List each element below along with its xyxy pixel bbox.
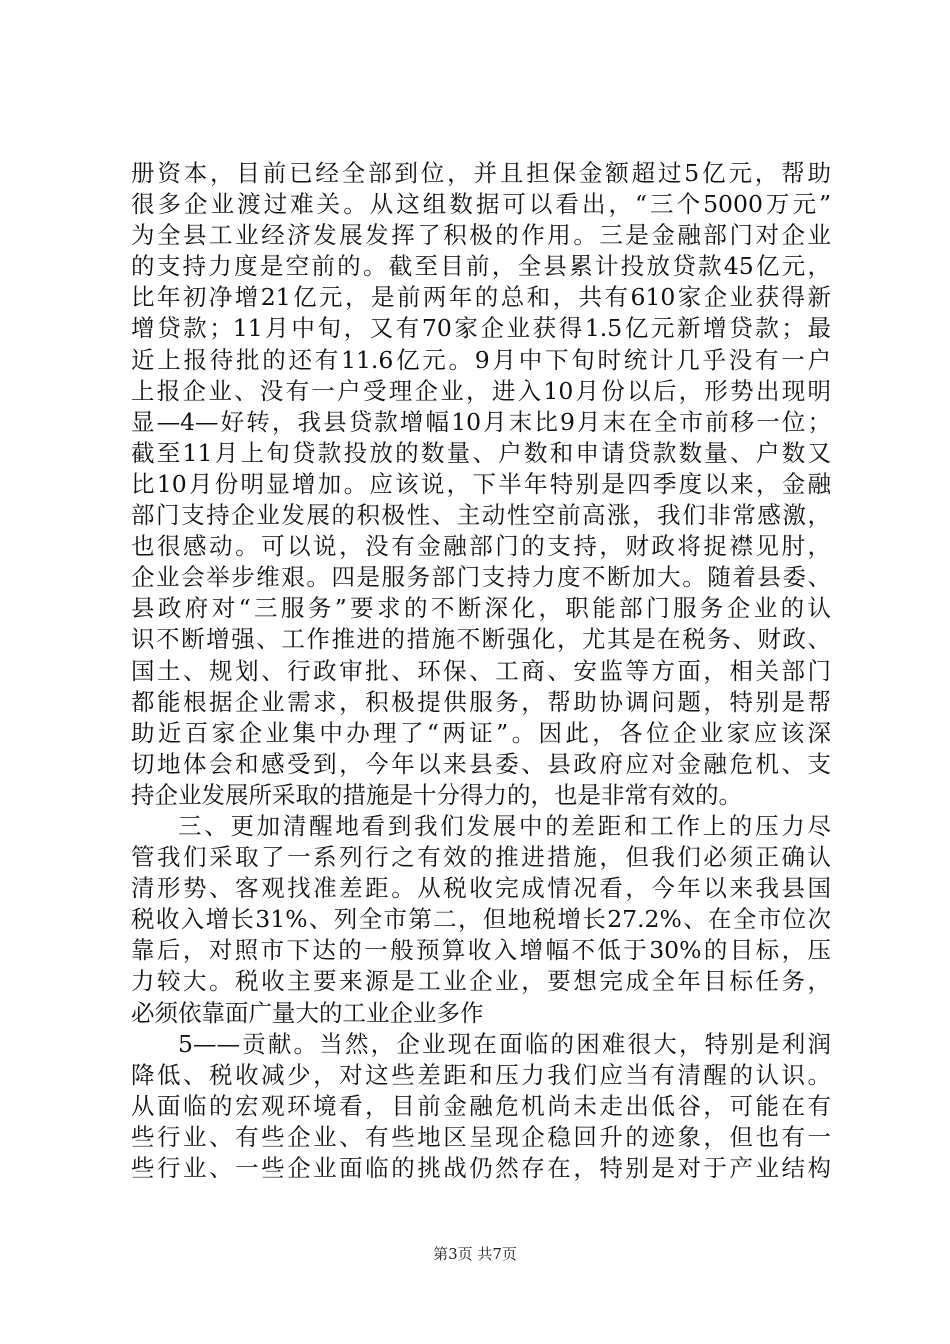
text-line: 从面临的宏观环境看，目前金融危机尚未走出低谷，可能在有 [131,1091,831,1120]
paragraph-start-line: 5——贡献。当然，企业现在面临的困难很大，特别是利润 [178,1029,831,1058]
text-line: 显—4—好转，我县贷款增幅10月末比9月末在全市前移一位； [131,407,831,436]
text-line: 助近百家企业集中办理了“两证”。因此，各位企业家应该深 [131,718,831,747]
document-body [131,158,831,1184]
text-line: 税收入增长31%、列全市第二，但地税增长27.2%、在全市位次 [131,905,831,934]
text-line: 持企业发展所采取的措施是十分得力的，也是非常有效的。 [131,780,742,809]
text-line: 必须依靠面广量大的工业企业多作 [131,998,484,1027]
text-line: 近上报待批的还有11.6亿元。9月中下旬时统计几乎没有一户 [131,345,831,374]
text-line: 上报企业、没有一户受理企业，进入10月份以后，形势出现明 [131,376,831,405]
text-line: 比10月份明显增加。应该说，下半年特别是四季度以来，金融 [131,469,831,498]
page-number-footer: 第3页 共7页 [433,1245,517,1263]
text-line: 靠后，对照市下达的一般预算收入增幅不低于30%的目标，压 [131,936,831,965]
text-line: 力较大。税收主要来源是工业企业，要想完成全年目标任务， [131,967,831,996]
text-line: 的支持力度是空前的。截至目前，全县累计投放贷款45亿元， [131,252,831,281]
text-line: 些行业、有些企业、有些地区呈现企稳回升的迹象，但也有一 [131,1122,831,1151]
text-line: 识不断增强、工作推进的措施不断强化，尤其是在税务、财政、 [131,625,831,654]
text-line: 册资本，目前已经全部到位，并且担保金额超过5亿元，帮助 [131,159,831,187]
text-line: 比年初净增21亿元，是前两年的总和，共有610家企业获得新 [131,283,831,312]
text-line: 切地体会和感受到，今年以来县委、县政府应对金融危机、支 [131,749,831,778]
text-line: 增贷款；11月中旬，又有70家企业获得1.5亿元新增贷款；最 [131,314,831,343]
text-line: 也很感动。可以说，没有金融部门的支持，财政将捉襟见肘， [131,532,831,561]
text-line: 都能根据企业需求，积极提供服务，帮助协调问题，特别是帮 [131,687,831,716]
text-line: 些行业、一些企业面临的挑战仍然存在，特别是对于产业结构 [131,1154,831,1182]
text-line: 部门支持企业发展的积极性、主动性空前高涨，我们非常感激， [131,501,831,530]
paragraph-start-line: 三、更加清醒地看到我们发展中的差距和工作上的压力尽 [178,811,831,840]
text-line: 清形势、客观找准差距。从税收完成情况看，今年以来我县国 [131,874,831,903]
text-line: 管我们采取了一系列行之有效的推进措施，但我们必须正确认 [131,843,831,872]
text-line: 截至11月上旬贷款投放的数量、户数和申请贷款数量、户数又 [131,438,831,467]
text-line: 为全县工业经济发展发挥了积极的作用。三是金融部门对企业 [131,221,831,250]
text-line: 降低、税收减少，对这些差距和压力我们应当有清醒的认识。 [131,1060,831,1089]
text-line: 企业会举步维艰。四是服务部门支持力度不断加大。随着县委、 [131,563,831,592]
text-line: 县政府对“三服务”要求的不断深化，职能部门服务企业的认 [131,594,831,623]
text-line: 很多企业渡过难关。从这组数据可以看出，“三个5000万元” [131,190,831,219]
text-line: 国土、规划、行政审批、环保、工商、安监等方面，相关部门 [131,656,831,685]
